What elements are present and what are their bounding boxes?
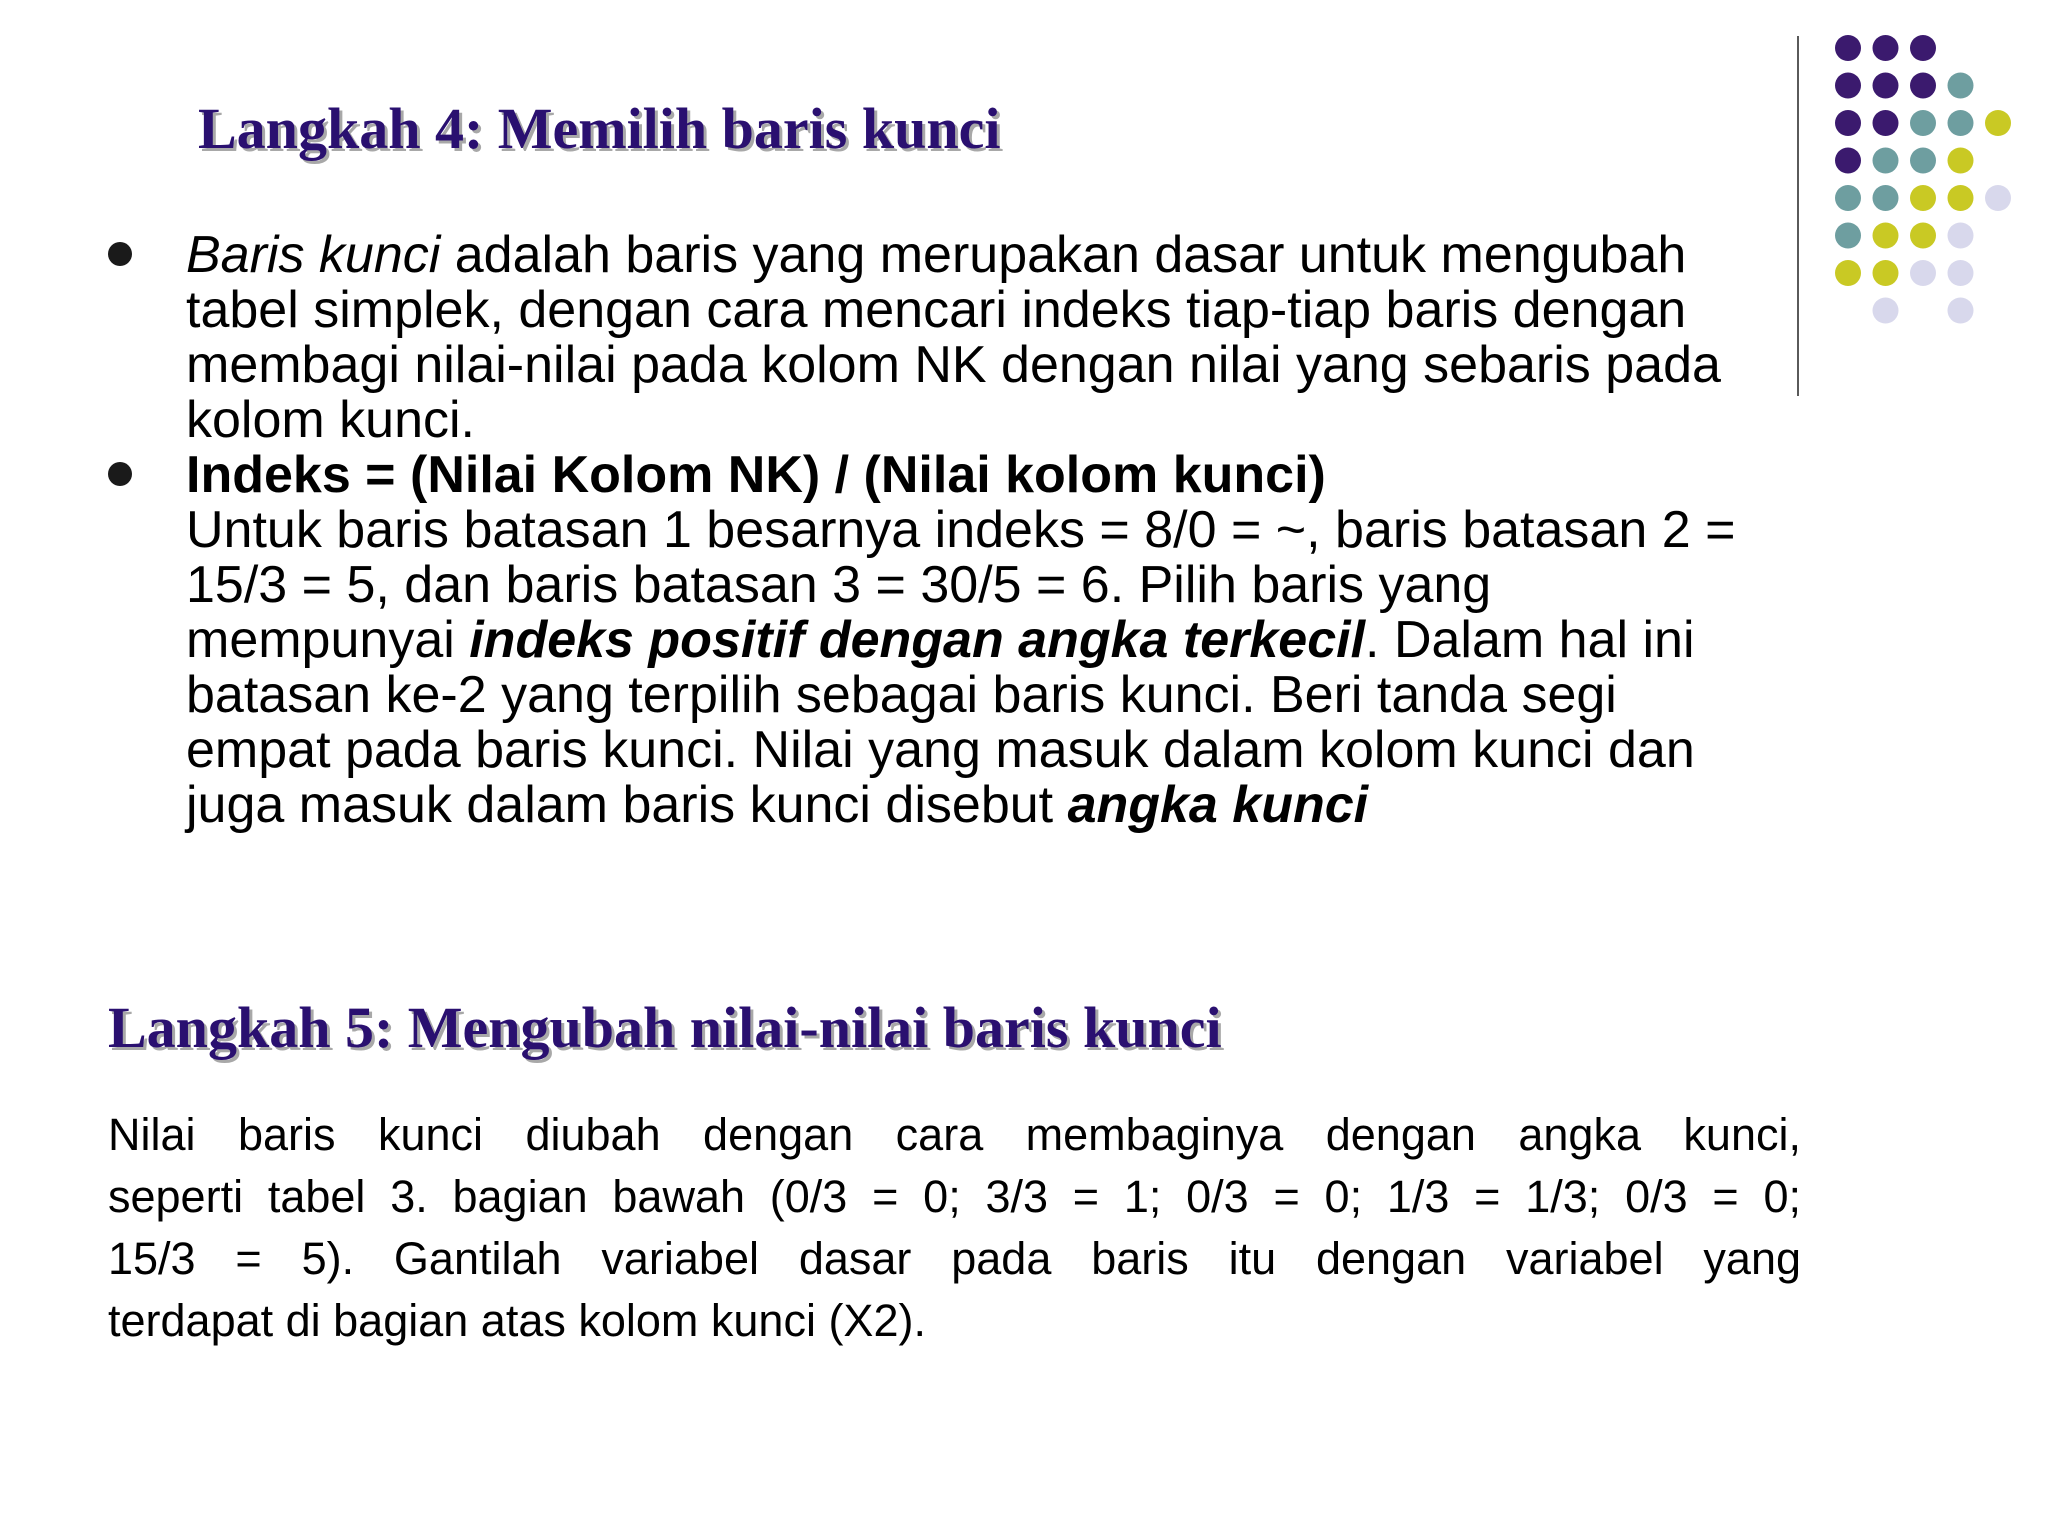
decorative-dot (1910, 148, 1936, 174)
bullet-text: juga masuk dalam baris kunci disebut (186, 776, 1068, 834)
decorative-dot (1835, 148, 1861, 174)
decorative-dot (1835, 185, 1861, 211)
bullet-item-indeks (108, 448, 1928, 833)
paragraph-line: seperti tabel 3. bagian bawah (0/3 = 0; 3/3 = 1; 0/3 = 0; 1/3 = 1/3; 0/3 = 0; (108, 1171, 1801, 1222)
bullet-line: kolom kunci. (186, 391, 475, 449)
bullet-marker (108, 462, 132, 486)
heading-step-4: Langkah 4: Memilih baris kunci (198, 96, 1001, 161)
decorative-dot (1873, 185, 1899, 211)
decorative-dot (1948, 110, 1974, 136)
bullet-line: batasan ke-2 yang terpilih sebagai baris kunci. Beri tanda segi (186, 666, 1617, 724)
paragraph-line: 15/3 = 5). Gantilah variabel dasar pada baris itu dengan variabel yang (108, 1233, 1801, 1284)
term-baris-kunci: Baris kunci (186, 226, 441, 284)
decorative-dot (1948, 73, 1974, 99)
bullet-line (186, 613, 1928, 668)
decorative-dot (1910, 35, 1936, 61)
emphasis-indeks-positif: indeks positif dengan angka terkecil (469, 611, 1366, 669)
decorative-dot (1948, 298, 1974, 324)
bullet-line (186, 778, 1928, 833)
bullet-marker (108, 242, 132, 266)
decorative-dot (1910, 73, 1936, 99)
bullet-line: empat pada baris kunci. Nilai yang masuk dalam kolom kunci dan (186, 721, 1695, 779)
paragraph-line: terdapat di bagian atas kolom kunci (X2). (108, 1295, 926, 1346)
decorative-dot (1948, 185, 1974, 211)
bullet-line: tabel simplek, dengan cara mencari indeks tiap-tiap baris dengan (186, 281, 1687, 339)
bullet-text: . Dalam hal ini (1365, 611, 1695, 669)
bullet-item-baris-kunci (108, 228, 1928, 448)
decorative-dot (1910, 185, 1936, 211)
decorative-dot (1873, 35, 1899, 61)
bullet-text: mempunyai (186, 611, 470, 669)
bullet-list (108, 228, 1928, 833)
bullet-line: 15/3 = 5, dan baris batasan 3 = 30/5 = 6. Pilih baris yang (186, 556, 1492, 614)
heading-step-5: Langkah 5: Mengubah nilai-nilai baris kunci (108, 995, 1222, 1060)
emphasis-angka-kunci: angka kunci (1067, 776, 1369, 834)
bullet-text: adalah baris yang merupakan dasar untuk mengubah (440, 226, 1687, 284)
decorative-dot (1835, 110, 1861, 136)
decorative-dot (1910, 110, 1936, 136)
bullet-line: Untuk baris batasan 1 besarnya indeks = 8/0 = ~, baris batasan 2 = (186, 501, 1736, 559)
decorative-dot (1873, 148, 1899, 174)
formula-indeks: Indeks = (Nilai Kolom NK) / (Nilai kolom kunci) (186, 446, 1326, 504)
decorative-dot (1985, 185, 2011, 211)
decorative-dot (1873, 110, 1899, 136)
paragraph-line: Nilai baris kunci diubah dengan cara membaginya dengan angka kunci, (108, 1109, 1801, 1160)
decorative-dot (1948, 260, 1974, 286)
decorative-dot (1835, 73, 1861, 99)
decorative-dot (1985, 110, 2011, 136)
step-5-paragraph (108, 1104, 1801, 1352)
decorative-dot (1948, 148, 1974, 174)
decorative-dot (1873, 73, 1899, 99)
bullet-line (186, 228, 1928, 283)
bullet-line: membagi nilai-nilai pada kolom NK dengan nilai yang sebaris pada (186, 336, 1721, 394)
decorative-dot (1948, 223, 1974, 249)
decorative-dot (1835, 35, 1861, 61)
